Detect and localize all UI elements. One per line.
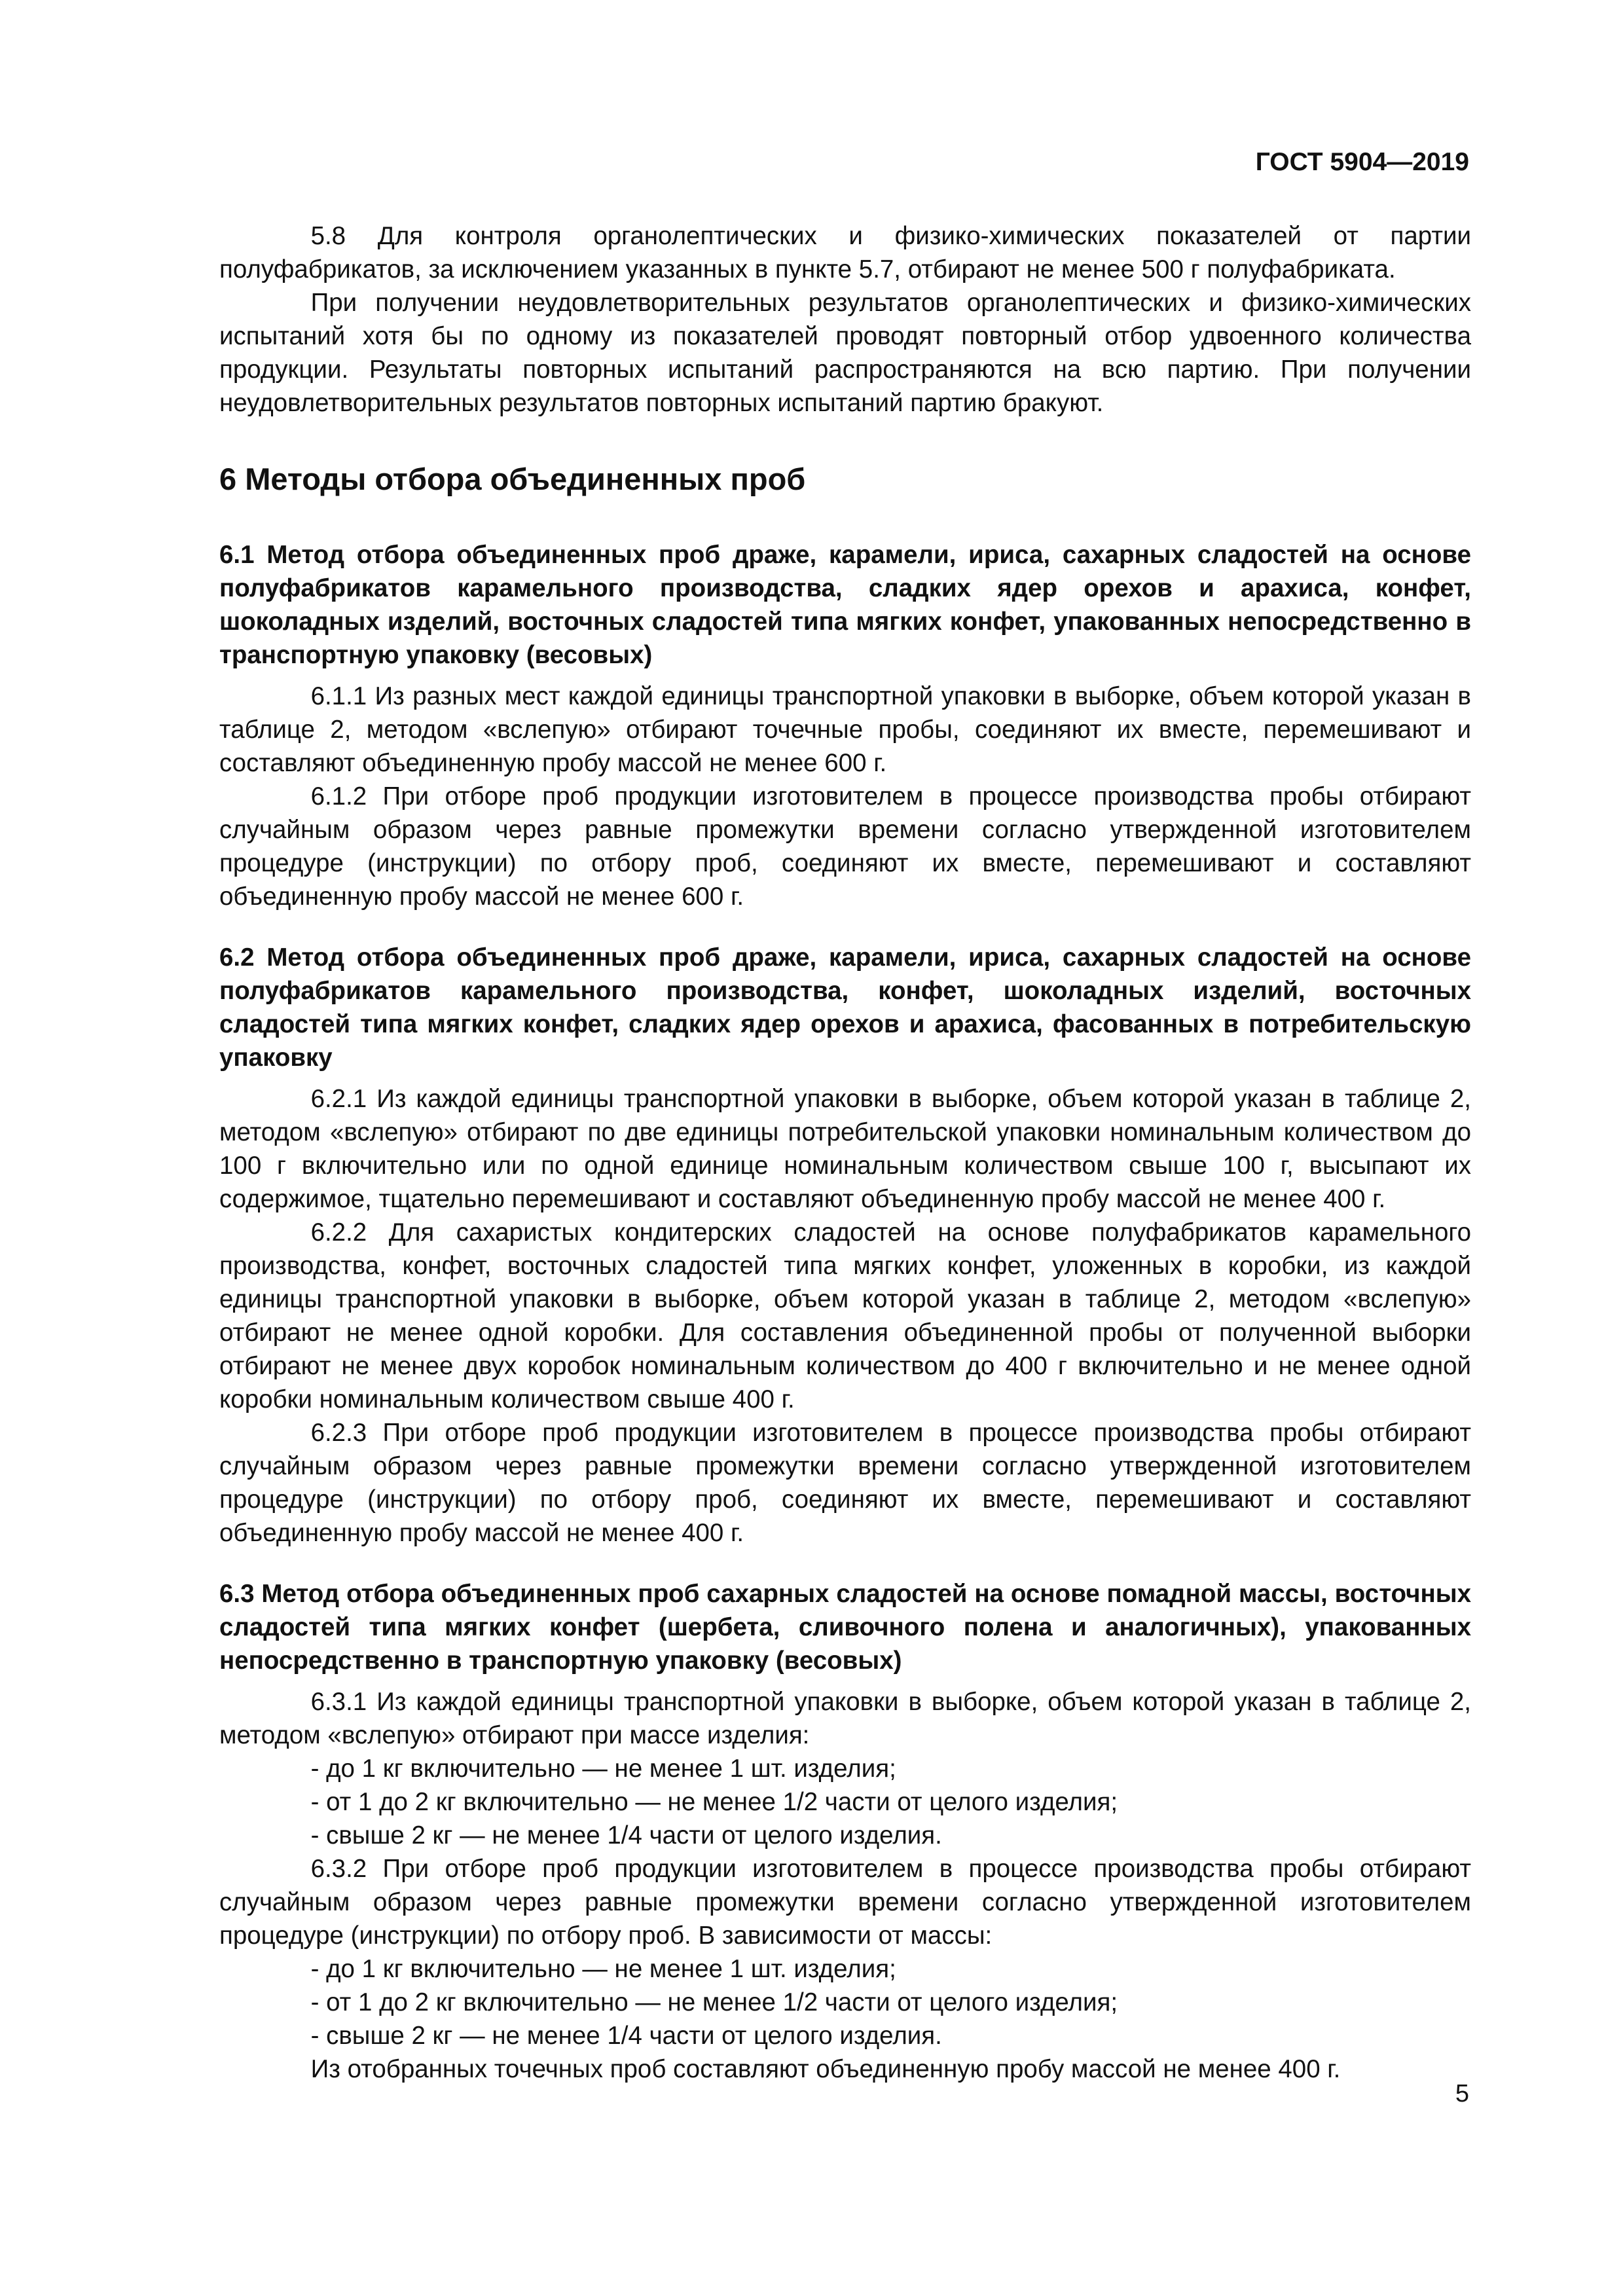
paragraph-6-3-2-final: Из отобранных точечных проб составляют объединенную пробу массой не менее 400 г. — [310, 2055, 1341, 2083]
subsection-6-1-title: 6.1 Метод отбора объединенных проб драже, карамели, ириса, сахарных сладостей на основе полуфабрикатов карамельного производства, сладких ядер орехов и арахиса, конфет, шоколадных изделий, восточных сладостей типа мягких конфет, упакованных непосредственно в транспортную упаковку (весовых) — [219, 541, 1471, 669]
page-number: 5 — [1455, 2080, 1469, 2107]
paragraph-6-2-1: 6.2.1 Из каждой единицы транспортной упаковки в выборке, объем которой указан в таблице 2, методом «вслепую» отбирают по две единицы потребительской упаковки номинальным количеством до 100 г включительно или по одной единице номинальным количеством свыше 100 г, высыпают их содержимое, тщательно перемешивают и составляют объединенную пробу массой не менее 400 г. — [219, 1085, 1471, 1213]
paragraph-6-3-1: 6.3.1 Из каждой единицы транспортной упаковки в выборке, объем которой указан в таблице 2, методом «вслепую» отбирают при массе изделия: — [219, 1688, 1471, 1749]
list-item: - до 1 кг включительно — не менее 1 шт. изделия; — [310, 1955, 896, 1983]
paragraph-6-1-1: 6.1.1 Из разных мест каждой единицы транспортной упаковки в выборке, объем которой указан в таблице 2, методом «вслепую» отбирают точечные пробы, соединяют их вместе, перемешивают и составляют объединенную пробу массой не менее 600 г. — [219, 682, 1471, 777]
paragraph-5-8-cont: При получении неудовлетворительных результатов органолептических и физико-химических испытаний хотя бы по одному из показателей проводят повторный отбор удвоенного количества продукции. Результаты повторных испытаний распространяются на всю партию. При получении неудовлетворительных результатов повторных испытаний партию бракуют. — [219, 289, 1471, 417]
paragraph-6-2-2: 6.2.2 Для сахаристых кондитерских сладостей на основе полуфабрикатов карамельного производства, конфет, восточных сладостей типа мягких конфет, уложенных в коробки, из каждой единицы транспортной упаковки в выборке, объем которой указан в таблице 2, методом «вслепую» отбирают не менее одной коробки. Для составления объединенной пробы от полученной выборки отбирают не менее двух коробок номинальным количеством до 400 г включительно и не менее одной коробки номинальным количеством свыше 400 г. — [219, 1218, 1471, 1413]
subsection-6-2-title: 6.2 Метод отбора объединенных проб драже, карамели, ириса, сахарных сладостей на основе полуфабрикатов карамельного производства, конфет, шоколадных изделий, восточных сладостей типа мягких конфет, сладких ядер орехов и арахиса, фасованных в потребительскую упаковку — [219, 943, 1471, 1072]
list-item: - свыше 2 кг — не менее 1/4 части от целого изделия. — [310, 1821, 942, 1850]
document-body — [219, 219, 1471, 2086]
list-item: - свыше 2 кг — не менее 1/4 части от целого изделия. — [310, 2022, 942, 2050]
paragraph-6-1-2: 6.1.2 При отборе проб продукции изготовителем в процессе производства пробы отбирают случайным образом через равные промежутки времени согласно утвержденной изготовителем процедуре (инструкции) по отбору проб, соединяют их вместе, перемешивают и составляют объединенную пробу массой не менее 600 г. — [219, 782, 1471, 911]
section-6-title: 6 Методы отбора объединенных проб — [219, 462, 806, 496]
paragraph-5-8: 5.8 Для контроля органолептических и физико-химических показателей от партии полуфабрикатов, за исключением указанных в пункте 5.7, отбирают не менее 500 г полуфабриката. — [219, 222, 1471, 283]
list-item: - от 1 до 2 кг включительно — не менее 1/2 части от целого изделия; — [310, 1788, 1118, 1816]
subsection-6-3-title: 6.3 Метод отбора объединенных проб сахарных сладостей на основе помадной массы, восточных сладостей типа мягких конфет (шербета, сливочного полена и аналогичных), упакованных непосредственно в транспортную упаковку (весовых) — [219, 1580, 1471, 1675]
document-id: ГОСТ 5904—2019 — [1255, 148, 1469, 176]
paragraph-6-3-2: 6.3.2 При отборе проб продукции изготовителем в процессе производства пробы отбирают случайным образом через равные промежутки времени согласно утвержденной изготовителем процедуре (инструкции) по отбору проб. В зависимости от массы: — [219, 1855, 1471, 1950]
list-item: - до 1 кг включительно — не менее 1 шт. изделия; — [310, 1755, 896, 1783]
list-item: - от 1 до 2 кг включительно — не менее 1/2 части от целого изделия; — [310, 1988, 1118, 2016]
paragraph-6-2-3: 6.2.3 При отборе проб продукции изготовителем в процессе производства пробы отбирают случайным образом через равные промежутки времени согласно утвержденной изготовителем процедуре (инструкции) по отбору проб, соединяют их вместе, перемешивают и составляют объединенную пробу массой не менее 400 г. — [219, 1419, 1471, 1547]
